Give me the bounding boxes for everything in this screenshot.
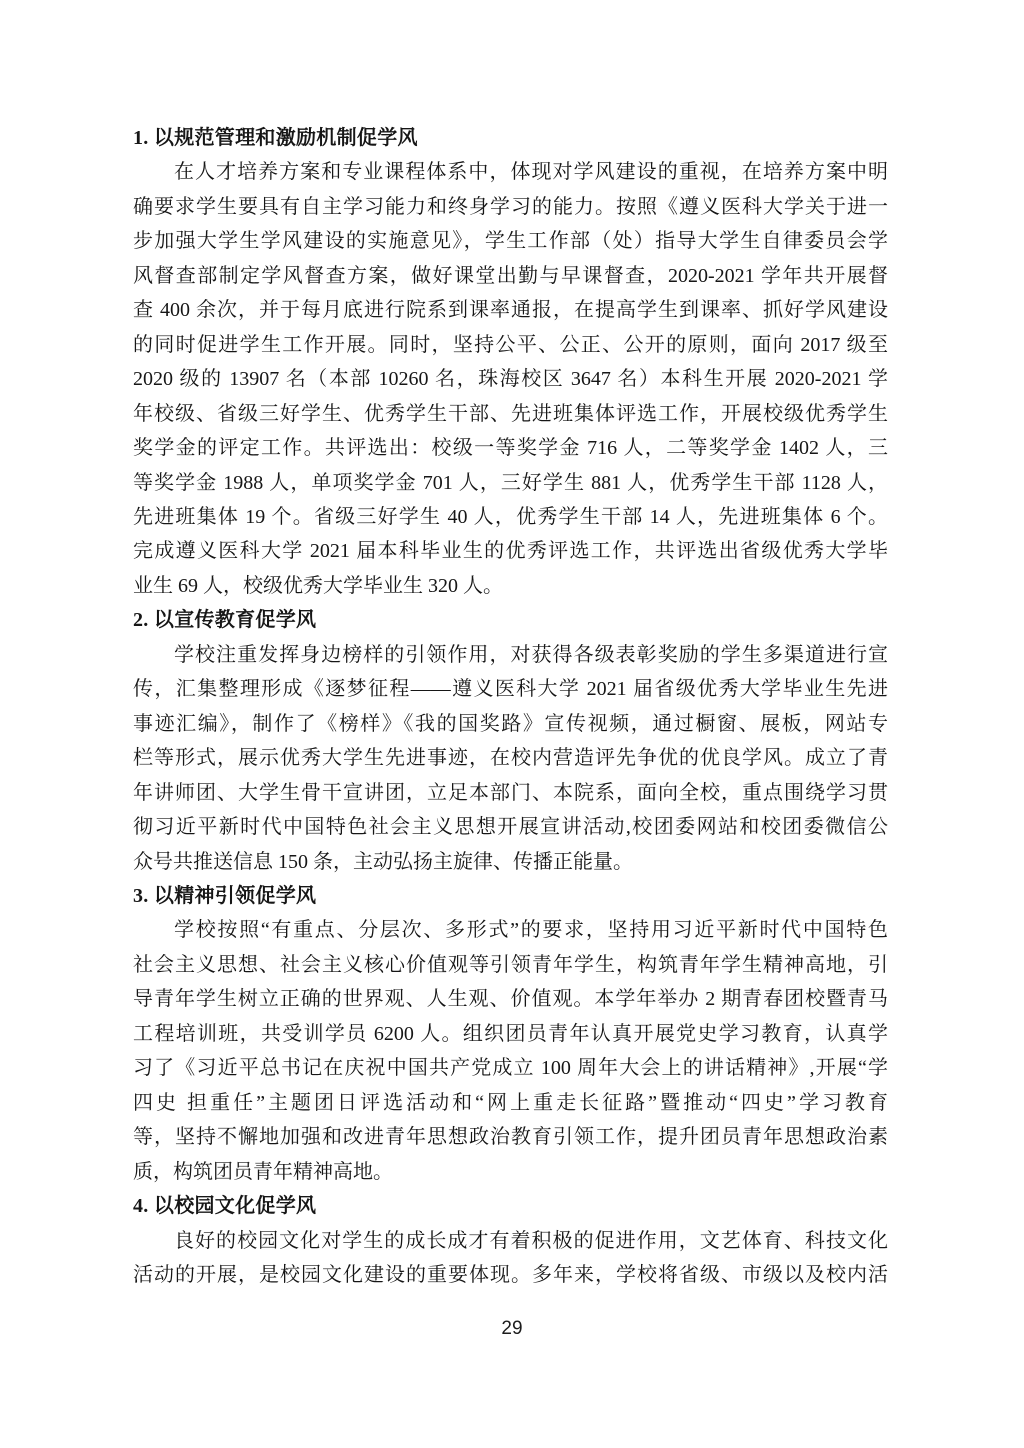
text-line: 先进班集体 19 个。省级三好学生 40 人，优秀学生干部 14 人，先进班集体 6 个。 xyxy=(133,505,888,528)
text-line: 彻习近平新时代中国特色社会主义思想开展宣讲活动,校团委网站和校团委微信公 xyxy=(133,816,888,839)
text-line: 工程培训班，共受训学员 6200 人。组织团员青年认真开展党史学习教育，认真学 xyxy=(133,1022,888,1045)
document-content xyxy=(133,121,888,1292)
text-line: 习了《习近平总书记在庆祝中国共产党成立 100 周年大会上的讲话精神》,开展“学 xyxy=(133,1057,888,1080)
section-heading: 4. 以校园文化促学风 xyxy=(133,1195,317,1218)
text-line: 学校按照“有重点、分层次、多形式”的要求，坚持用习近平新时代中国特色 xyxy=(174,919,888,942)
text-line: 步加强大学生学风建设的实施意见》，学生工作部（处）指导大学生自律委员会学 xyxy=(133,230,888,253)
section-heading: 1. 以规范管理和激励机制促学风 xyxy=(133,127,418,149)
text-line: 等，坚持不懈地加强和改进青年思想政治教育引领工作，提升团员青年思想政治素 xyxy=(133,1126,888,1149)
page-footer xyxy=(0,1318,1024,1340)
text-line: 导青年学生树立正确的世界观、人生观、价值观。本学年举办 2 期青春团校暨青马 xyxy=(133,988,888,1011)
section-heading: 3. 以精神引领促学风 xyxy=(133,884,317,907)
text-line: 2020 级的 13907 名（本部 10260 名，珠海校区 3647 名）本科生开展 2020-2021 学 xyxy=(133,368,888,391)
text-line: 年校级、省级三好学生、优秀学生干部、先进班集体评选工作，开展校级优秀学生 xyxy=(133,402,888,425)
text-line: 确要求学生要具有自主学习能力和终身学习的能力。按照《遵义医科大学关于进一 xyxy=(133,195,888,218)
text-line: 奖学金的评定工作。共评选出：校级一等奖学金 716 人，二等奖学金 1402 人，三 xyxy=(133,437,888,460)
text-line: 事迹汇编》，制作了《榜样》《我的国奖路》宣传视频，通过橱窗、展板，网站专 xyxy=(133,712,888,735)
text-line: 社会主义思想、社会主义核心价值观等引领青年学生，构筑青年学生精神高地，引 xyxy=(133,953,888,976)
text-line: 传，汇集整理形成《逐梦征程——遵义医科大学 2021 届省级优秀大学毕业生先进 xyxy=(133,678,888,701)
text-line: 等奖学金 1988 人，单项奖学金 701 人，三好学生 881 人，优秀学生干部 1128 人， xyxy=(133,471,888,494)
text-line: 完成遵义医科大学 2021 届本科毕业生的优秀评选工作，共评选出省级优秀大学毕 xyxy=(133,540,888,563)
section-heading: 2. 以宣传教育促学风 xyxy=(133,609,317,632)
text-line: 质，构筑团员青年精神高地。 xyxy=(133,1160,393,1183)
text-line: 四史 担重任”主题团日评选活动和“网上重走长征路”暨推动“四史”学习教育 xyxy=(133,1091,888,1114)
text-line: 学校注重发挥身边榜样的引领作用，对获得各级表彰奖励的学生多渠道进行宣 xyxy=(174,643,888,666)
text-line: 风督查部制定学风督查方案，做好课堂出勤与早课督查，2020-2021 学年共开展督 xyxy=(133,264,888,287)
text-line: 活动的开展，是校园文化建设的重要体现。多年来，学校将省级、市级以及校内活 xyxy=(133,1263,888,1286)
text-line: 在人才培养方案和专业课程体系中，体现对学风建设的重视，在培养方案中明 xyxy=(174,161,888,184)
page-number: 29 xyxy=(501,1318,523,1339)
text-line: 查 400 余次，并于每月底进行院系到课率通报，在提高学生到课率、抓好学风建设 xyxy=(133,299,888,322)
text-line: 众号共推送信息 150 条，主动弘扬主旋律、传播正能量。 xyxy=(133,850,633,873)
text-line: 的同时促进学生工作开展。同时，坚持公平、公正、公开的原则，面向 2017 级至 xyxy=(133,333,888,356)
text-line: 良好的校园文化对学生的成长成才有着积极的促进作用，文艺体育、科技文化 xyxy=(174,1229,888,1252)
text-line: 年讲师团、大学生骨干宣讲团，立足本部门、本院系，面向全校，重点围绕学习贯 xyxy=(133,781,888,804)
text-line: 业生 69 人，校级优秀大学毕业生 320 人。 xyxy=(133,574,503,597)
text-line: 栏等形式，展示优秀大学生先进事迹，在校内营造评先争优的优良学风。成立了青 xyxy=(133,747,888,770)
